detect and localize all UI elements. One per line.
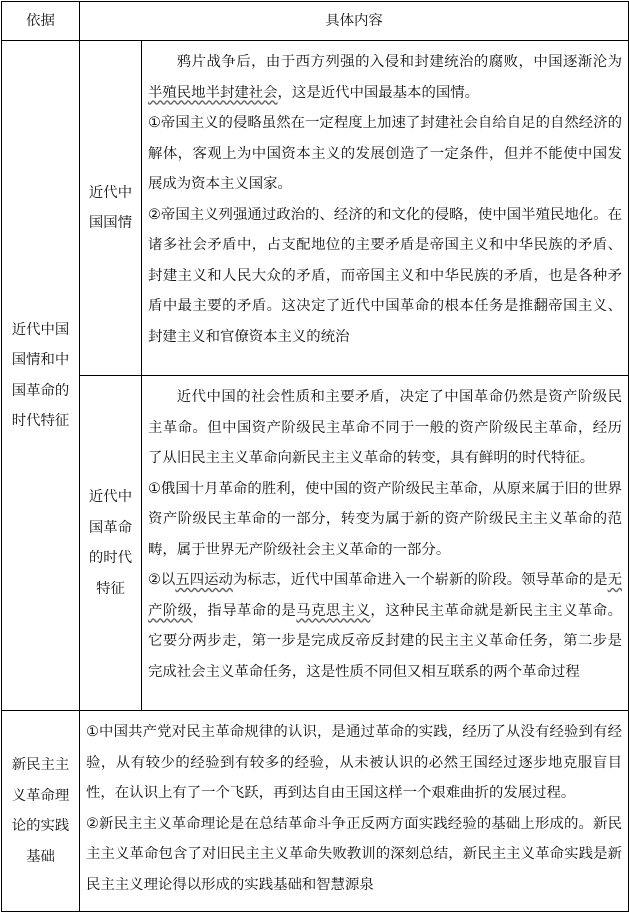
content-national-conditions (142, 41, 629, 376)
table-row (2, 41, 629, 376)
table-header-row (2, 2, 629, 41)
table-row (2, 711, 629, 912)
text-span: ，这种民主革命就是新民主主义革命。它要分两步走，第一步是完成反帝反封建的民主主义革命任务，第二步是完成社会主义革命任务，这是性质不同但又相互联系的两个革命过程 (148, 602, 623, 680)
paragraph: ①帝国主义的侵略虽然在一定程度上加速了封建社会自给自足的自然经济的解体，客观上为中国资本主义的发展创造了一定条件，但并不能使中国发展成为资本主义国家。 (148, 115, 623, 192)
text-span: 鸦片战争后，由于西方列强的入侵和封建统治的腐败，中国逐渐沦为 (176, 54, 623, 70)
header-basis: 依据 (2, 2, 80, 41)
table-row (2, 376, 629, 711)
underlined-term: 半殖民地半封建社会 (148, 84, 278, 101)
paragraph: ①中国共产党对民主革命规律的认识，是通过革命的实践，经历了从没有经验到有经验，从有较少的经验到有较多的经验，从未被认识的必然王国经过逐步地克服盲目性，在认识上有了一个飞跃，再到达自由王国这样一个艰难曲折的发展过程。 (86, 724, 623, 801)
paragraph: ①俄国十月革命的胜利，使中国的资产阶级民主革命，从原来属于旧的世界资产阶级民主革命的一部分，转变为属于新的资产阶级民主主义革命的范畴，属于世界无产阶级社会主义革命的一部分。 (148, 480, 623, 558)
paragraph (148, 47, 622, 108)
content-revolution-features (142, 376, 629, 711)
row-label-national-conditions: 近代中国国情和中国革命的时代特征 (2, 41, 80, 711)
underlined-term: 马克思主义 (296, 602, 371, 619)
text-span: ②以 (148, 572, 176, 588)
paragraph: ②帝国主义列强通过政治的、经济的和文化的侵略，使中国半殖民地化。在诸多社会矛盾中，占支配地位的主要矛盾是帝国主义和中华民族的矛盾、封建主义和人民大众的矛盾，而帝国主义和中华民族的矛盾，也是各种矛盾中最主要的矛盾。这决定了近代中国革命的根本任务是推翻帝国主义、封建主义和官僚资本主义的统治 (148, 206, 623, 345)
content-practical-basis (80, 711, 629, 912)
paragraph: 近代中国的社会性质和主要矛盾，决定了中国革命仍然是资产阶级民主革命。但中国资产阶级民主革命不同于一般的资产阶级民主革命，经历了从旧民主主义革命向新民主主义革命的转变，具有鲜明的时代特征。 (148, 389, 623, 466)
paragraph (148, 565, 622, 687)
underlined-term: 无产阶级 (148, 572, 622, 619)
text-span: ，这是近代中国最基本的国情。 (277, 84, 480, 101)
paragraph: ②新民主主义革命理论是在总结革命斗争正反两方面实践经验的基础上形成的。新民主主义革命包含了对旧民主主义革命失败教训的深刻总结，新民主主义革命实践是新民主主义理论得以形成的实践基础和智慧源泉 (86, 815, 623, 893)
sub-label-national-conditions: 近代中国国情 (80, 41, 142, 376)
text-span: 为标志，近代中国革命进入一个崭新的阶段。领导革命的是 (232, 572, 608, 588)
header-content: 具体内容 (80, 2, 629, 41)
content-table (1, 1, 629, 912)
sub-label-revolution-features: 近代中国革命的时代特征 (80, 376, 142, 711)
row-label-practical-basis: 新民主主义革命理论的实践基础 (2, 711, 80, 912)
text-span: ，指导革命的是 (192, 602, 297, 619)
underlined-term: 五四运动 (175, 572, 233, 588)
